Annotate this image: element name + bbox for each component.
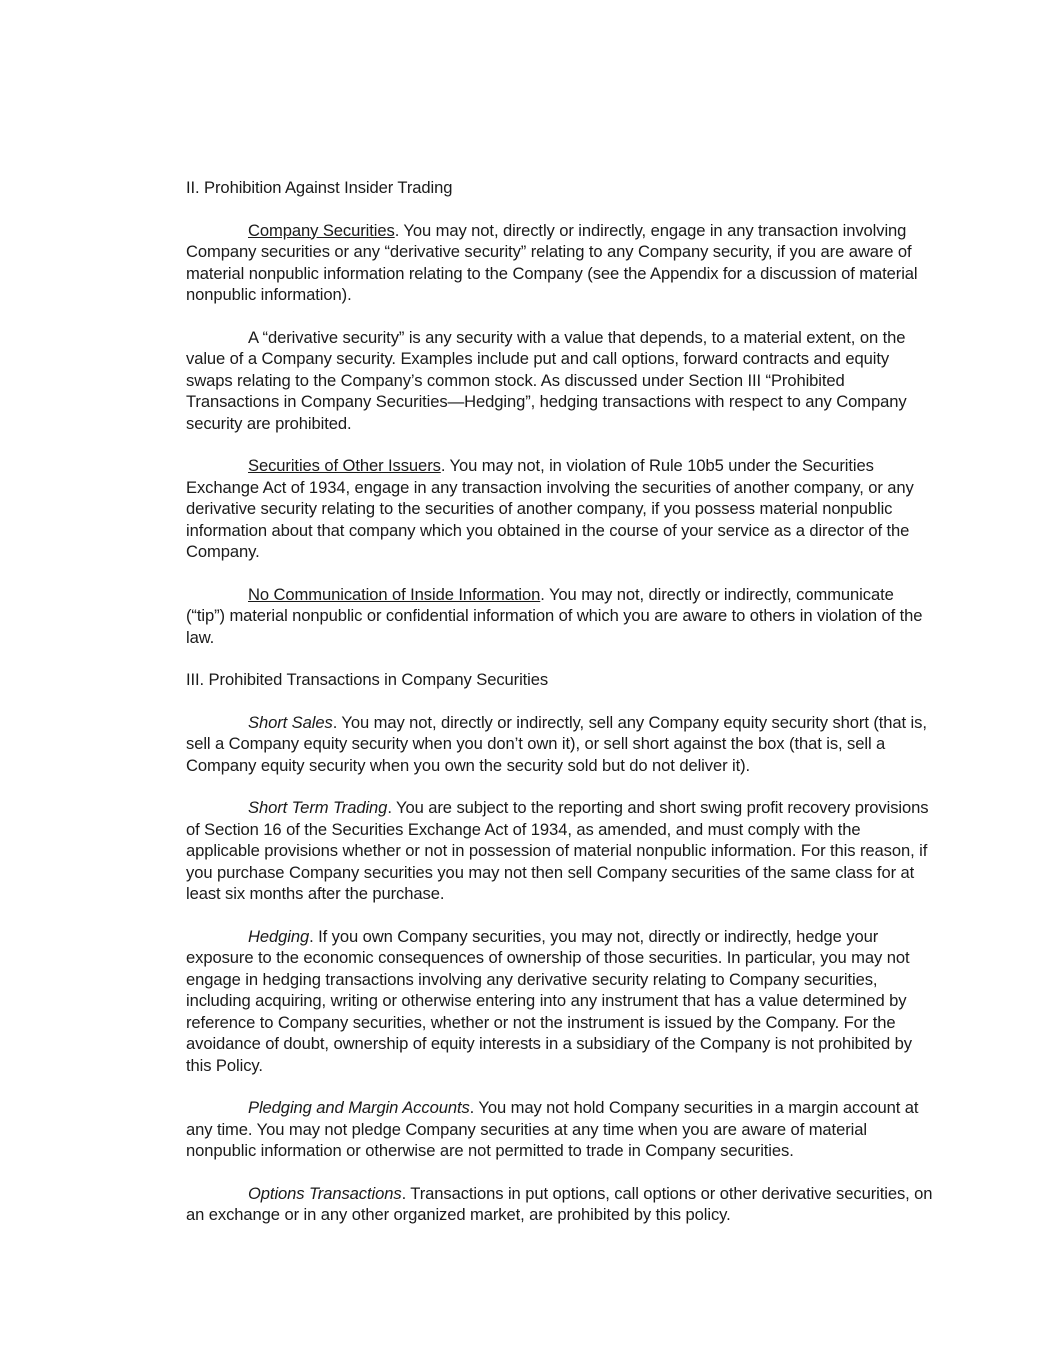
paragraph-text: . You are subject to the reporting and short swing profit recovery provisions of Section 16 of the Securities Exchange Act of 1934, as amended, and must comply with the applicable provisions whether or not in possession of material nonpublic information. For this reason, if you purchase Company securities you may not then sell Company securities of the same class for at least six months after the purchase.	[186, 798, 929, 903]
section-heading-prohibited-transactions: III. Prohibited Transactions in Company Securities	[186, 670, 549, 689]
paragraph-lead: Short Sales	[248, 712, 333, 732]
paragraph-lead: Options Transactions	[248, 1183, 402, 1203]
paragraph-text: . You may not hold Company securities in a margin account at any time. You may not pledge Company securities at any time when you are aware of material nonpublic information or otherwise are not permitted to trade in Company securities.	[186, 1098, 919, 1160]
paragraph-lead: Pledging and Margin Accounts	[248, 1098, 470, 1117]
paragraph-short-sales	[186, 712, 934, 777]
paragraph-lead: Securities of Other Issuers	[248, 456, 441, 475]
paragraph-hedging	[186, 926, 934, 1077]
paragraph-pledging-margin	[186, 1097, 934, 1162]
paragraph-text: A “derivative security” is any security with a value that depends, to a material extent, on the value of a Company security. Examples include put and call options, forward contracts and equity swaps relating to the Company’s common stock. As discussed under Section III “Prohibited Transactions in Company Securities—Hedging”, hedging transactions with respect to any Company security are prohibited.	[186, 327, 907, 433]
section-heading-prohibition: II. Prohibition Against Insider Trading	[186, 178, 453, 197]
paragraph-other-issuers	[186, 455, 934, 563]
paragraph-no-communication	[186, 584, 934, 649]
paragraph-options-transactions	[186, 1183, 934, 1226]
paragraph-text: . You may not, in violation of Rule 10b5 under the Securities Exchange Act of 1934, engage in any transaction involving the securities of another company, or any derivative security relating to the securities of another company, if you possess material nonpublic information about that company which you obtained in the course of your service as a director of the Company.	[186, 456, 914, 561]
paragraph-lead: Hedging	[248, 926, 310, 946]
paragraph-lead: Company Securities	[248, 220, 395, 240]
paragraph-text: . Transactions in put options, call options or other derivative securities, on an exchange or in any other organized market, are prohibited by this policy.	[186, 1183, 933, 1224]
paragraph-text: . If you own Company securities, you may not, directly or indirectly, hedge your exposure to the economic consequences of ownership of those securities. In particular, you may not engage in hedging transactions involving any derivative security relating to Company securities, including acquiring, writing or otherwise entering into any instrument that has a value determined by reference to Company securities, whether or not the instrument is issued by the Company. For the avoidance of doubt, ownership of equity interests in a subsidiary of the Company is not prohibited by this Policy.	[186, 926, 912, 1075]
paragraph-text: . You may not, directly or indirectly, engage in any transaction involving Company securities or any “derivative security” relating to any Company security, if you are aware of material nonpublic information relating to the Company (see the Appendix for a discussion of material nonpublic information).	[186, 220, 918, 304]
paragraph-lead: Short Term Trading	[248, 798, 388, 817]
paragraph-derivative-security	[186, 327, 934, 435]
paragraph-short-term-trading	[186, 797, 934, 905]
paragraph-text: . You may not, directly or indirectly, communicate (“tip”) material nonpublic or confidential information of which you are aware to others in violation of the law.	[186, 584, 923, 647]
document-page	[186, 177, 934, 1247]
paragraph-company-securities	[186, 220, 934, 306]
paragraph-lead: No Communication of Inside Information	[248, 584, 541, 604]
paragraph-text: . You may not, directly or indirectly, sell any Company equity security short (that is, sell a Company equity security when you don’t own it), or sell short against the box (that is, sell a Company equity security when you own the security sold but do not deliver it).	[186, 712, 927, 775]
